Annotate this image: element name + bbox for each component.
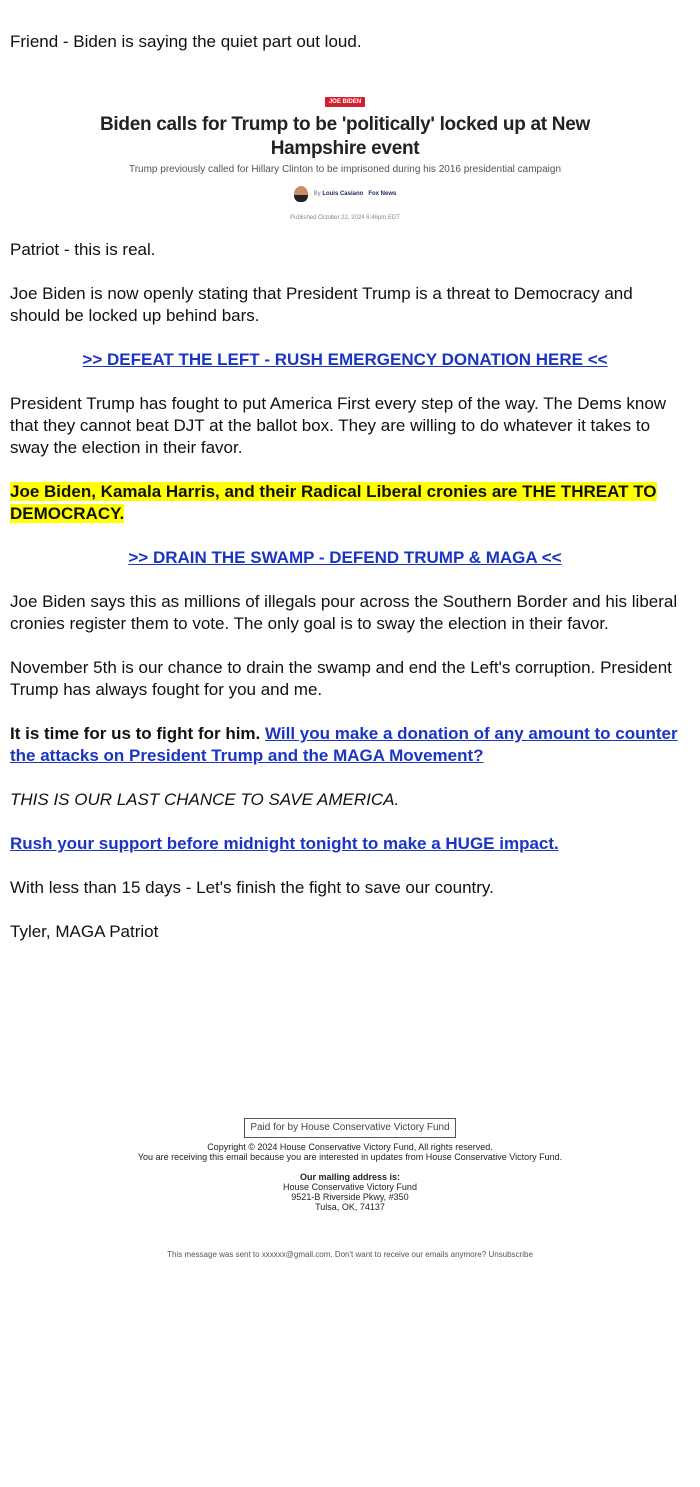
article-tag: JOE BIDEN (325, 97, 365, 107)
article-byline (90, 183, 600, 205)
article-published: Published October 22, 2024 6:46pm EDT (290, 215, 400, 221)
article-headline: Biden calls for Trump to be 'politically' locked up at New Hampshire event (100, 114, 590, 159)
greeting: Friend - Biden is saying the quiet part out loud. (10, 32, 362, 51)
donate-link-drain-swamp[interactable]: >> DRAIN THE SWAMP - DEFEND TRUMP & MAGA << (128, 548, 562, 567)
italic-statement: THIS IS OUR LAST CHANCE TO SAVE AMERICA. (10, 790, 400, 809)
paragraph: Joe Biden is now openly stating that President Trump is a threat to Democracy and should be locked up behind bars. (10, 284, 633, 325)
paragraph: President Trump has fought to put America First every step of the way. The Dems know that they cannot beat DJT at the ballot box. They are willing to do whatever it takes to sway the election in their favor. (10, 394, 667, 457)
signature: Tyler, MAGA Patriot (10, 922, 159, 941)
address-street: 9521-B Riverside Pkwy, #350 (291, 1192, 409, 1202)
author-avatar (294, 186, 308, 202)
sent-text: This message was sent to xxxxxx@gmail.com. Don't want to receive our emails anymore? (167, 1250, 487, 1259)
highlighted-statement: Joe Biden, Kamala Harris, and their Radical Liberal cronies are THE THREAT TO DEMOCRACY. (10, 482, 657, 523)
copyright: Copyright © 2024 House Conservative Victory Fund, All rights reserved. (207, 1142, 493, 1152)
sent-notice (0, 1250, 700, 1260)
article-screenshot[interactable] (90, 87, 600, 221)
mailing-label: Our mailing address is: (299, 1172, 401, 1182)
subscription-reason: You are receiving this email because you are interested in updates from House Conservative Victory Fund. (137, 1152, 563, 1162)
donate-link-defeat-left[interactable]: >> DEFEAT THE LEFT - RUSH EMERGENCY DONATION HERE << (82, 350, 608, 369)
unsubscribe-link[interactable]: Unsubscribe (488, 1250, 533, 1259)
paragraph: November 5th is our chance to drain the swamp and end the Left's corruption. President Trump has always fought for you and me. (10, 658, 672, 699)
paragraph: Patriot - this is real. (10, 240, 156, 259)
address-city: Tulsa, OK, 74137 (315, 1202, 385, 1212)
by-label: By (313, 191, 321, 197)
paid-for-box: Paid for by House Conservative Victory Fund (244, 1118, 455, 1138)
footer (0, 1118, 700, 1260)
donate-link-midnight[interactable]: Rush your support before midnight tonight to make a HUGE impact. (10, 834, 559, 853)
paragraph: Joe Biden says this as millions of illegals pour across the Southern Border and his liberal cronies register them to vote. The only goal is to sway the election in their favor. (10, 592, 678, 633)
author-name: Louis Casiano (322, 191, 364, 197)
paragraph: With less than 15 days - Let's finish the fight to save our country. (10, 878, 494, 897)
outlet-name: Fox News (368, 191, 397, 197)
donate-link-any-amount[interactable]: Will you make a donation of any amount to counter the attacks on President Trump and the MAGA Movement? (10, 724, 678, 765)
article-subhead: Trump previously called for Hillary Clinton to be imprisoned during his 2016 presidential campaign (128, 164, 562, 175)
address-org: House Conservative Victory Fund (283, 1182, 417, 1192)
bold-statement: It is time for us to fight for him. (10, 724, 261, 743)
